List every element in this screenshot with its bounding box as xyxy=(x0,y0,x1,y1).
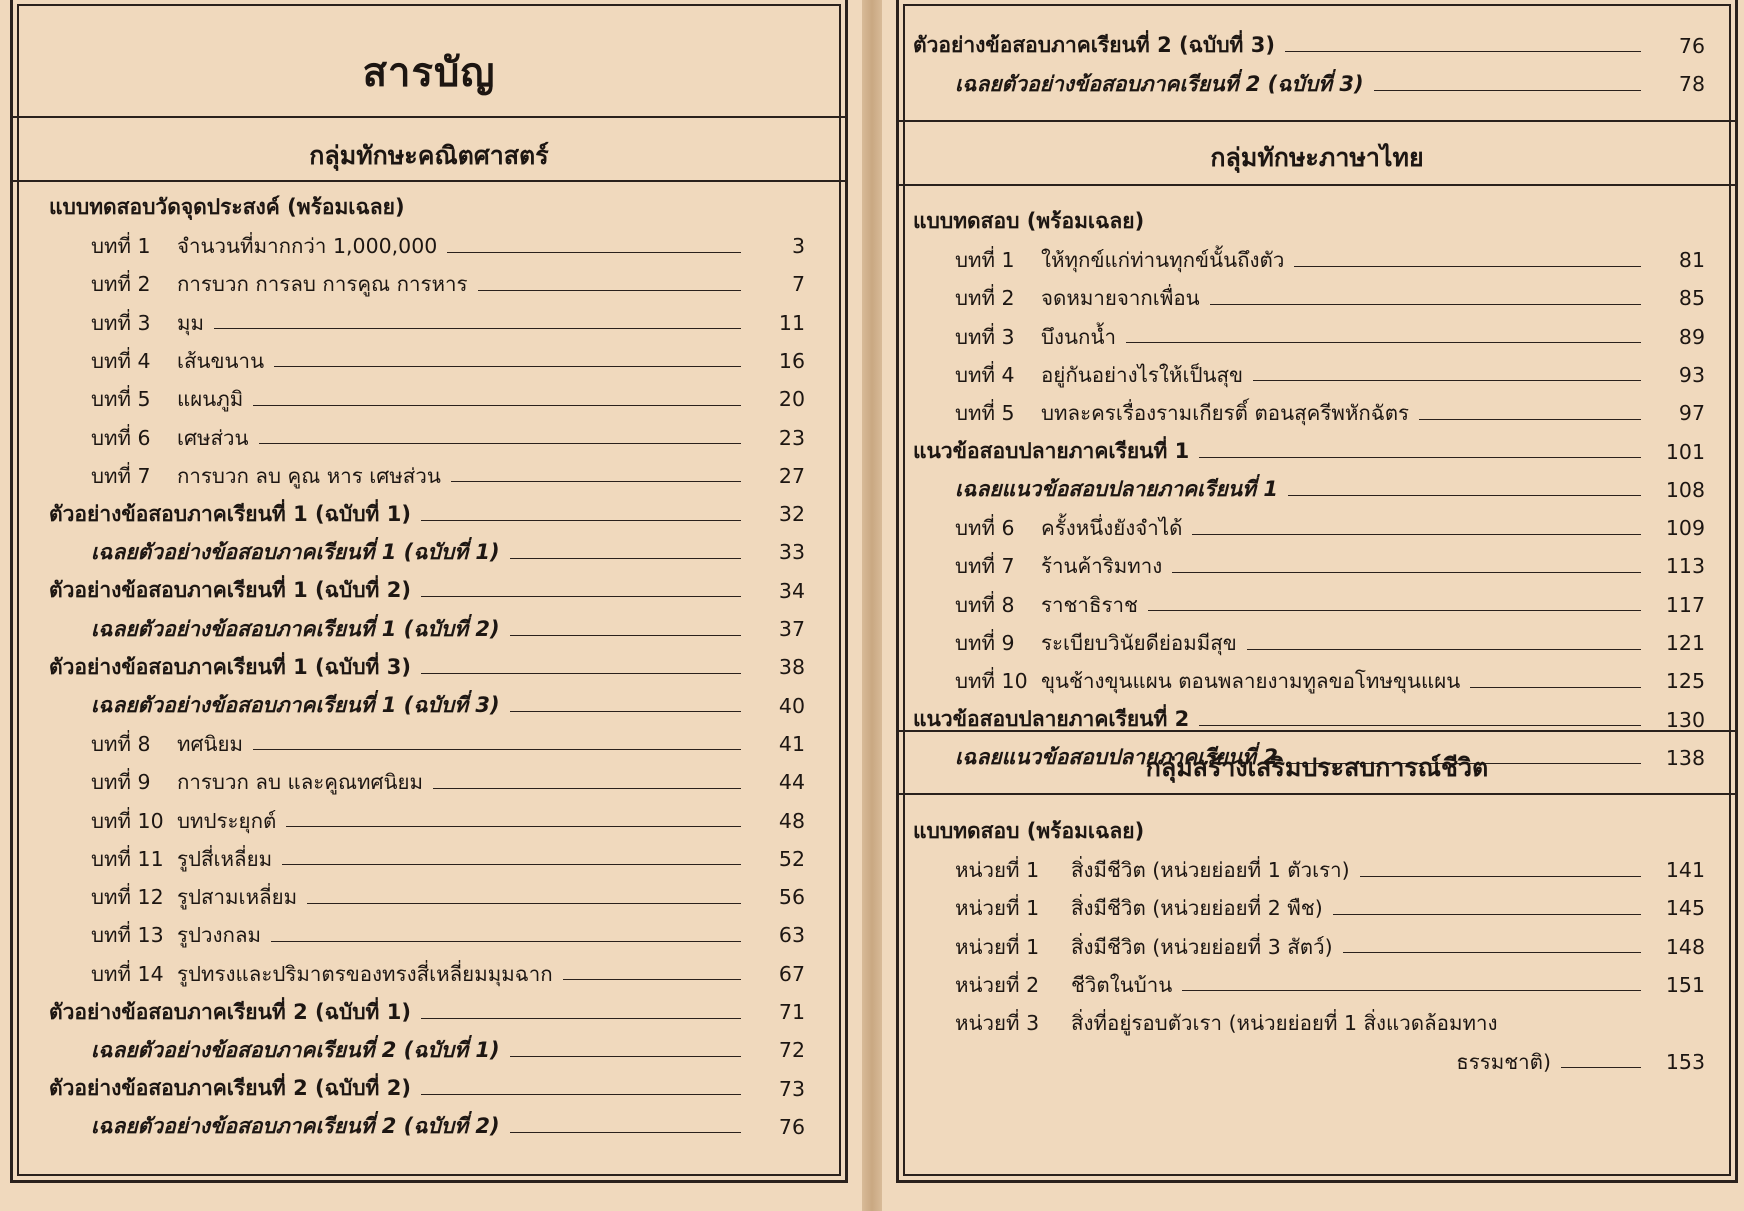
toc-page-number: 85 xyxy=(1678,286,1705,311)
toc-page-number: 145 xyxy=(1665,896,1705,921)
toc-leader-line xyxy=(253,405,741,406)
toc-entry-title: รูปทรงและปริมาตรของทรงสี่เหลี่ยมมุมฉาก xyxy=(177,961,553,986)
toc-leader-line xyxy=(1288,495,1641,496)
toc-entry-text: ตัวอย่างข้อสอบภาคเรียนที่ 2 (ฉบับที่ 3) xyxy=(913,33,1275,58)
toc-leader-line xyxy=(1199,457,1641,458)
toc-entry-text xyxy=(913,934,1333,964)
toc-leader-line xyxy=(259,443,741,444)
toc-entry-label: หน่วยที่ 2 xyxy=(955,972,1040,997)
toc-list-life xyxy=(899,810,1735,1078)
toc-entry-label: บทที่ 9 xyxy=(955,631,1015,656)
toc-entry-text xyxy=(913,898,1323,925)
toc-entry xyxy=(913,848,1705,886)
toc-entry-text xyxy=(913,592,1138,622)
toc-entry-title: สิ่งมีชีวิต (หน่วยย่อยที่ 2 พืช) xyxy=(1071,896,1323,921)
toc-entry xyxy=(49,186,805,224)
toc-leader-line xyxy=(1374,90,1641,91)
toc-entry-text xyxy=(913,1013,1498,1040)
toc-entry-title: ให้ทุกข์แก่ท่านทุกข์นั้นถึงตัว xyxy=(1041,248,1285,273)
toc-entry xyxy=(49,837,805,875)
toc-page-number: 71 xyxy=(778,1000,805,1025)
toc-entry xyxy=(49,607,805,645)
toc-entry-text xyxy=(913,633,1237,660)
toc-entry xyxy=(913,545,1705,583)
toc-entry-label: บทที่ 8 xyxy=(91,731,151,756)
toc-entry-label: บทที่ 1 xyxy=(955,248,1015,273)
toc-entry-label: บทที่ 7 xyxy=(91,463,151,488)
toc-entry xyxy=(913,925,1705,963)
toc-leader-line xyxy=(510,1132,741,1133)
toc-entry xyxy=(913,506,1705,544)
toc-entry-title: รูปสามเหลี่ยม xyxy=(177,885,298,910)
section-divider-life xyxy=(899,793,1735,795)
toc-page-number: 41 xyxy=(778,731,805,756)
toc-entry-title: การบวก การลบ การคูณ การหาร xyxy=(177,272,468,297)
toc-entry-text: แบบทดสอบวัดจุดประสงค์ (พร้อมเฉลย) xyxy=(49,195,405,220)
toc-leader-line xyxy=(214,328,741,329)
toc-entry xyxy=(913,1040,1705,1078)
toc-leader-line xyxy=(1247,649,1641,650)
toc-entry-label: บทที่ 2 xyxy=(91,272,151,297)
toc-page-number: 121 xyxy=(1665,631,1705,656)
toc-leader-line xyxy=(1126,342,1641,343)
title-divider xyxy=(13,116,845,118)
toc-leader-line xyxy=(421,673,741,674)
toc-entry xyxy=(913,315,1705,353)
toc-entry xyxy=(49,569,805,607)
toc-page-number: 148 xyxy=(1665,934,1705,959)
toc-entry-text xyxy=(49,425,249,455)
toc-entry-text: เฉลยตัวอย่างข้อสอบภาคเรียนที่ 1 (ฉบับที่ 2) xyxy=(91,616,500,641)
toc-entry-text: แนวข้อสอบปลายภาคเรียนที่ 2 xyxy=(913,707,1190,732)
toc-leader-line xyxy=(447,252,741,253)
toc-page-number: 97 xyxy=(1678,401,1705,426)
toc-page-number: 63 xyxy=(778,923,805,948)
toc-leader-line xyxy=(421,596,741,597)
toc-page-number: 3 xyxy=(791,234,805,259)
toc-entry-text xyxy=(913,250,1284,277)
toc-leader-line xyxy=(1210,304,1641,305)
section-divider-top-thai xyxy=(899,120,1735,122)
toc-entry-text: ตัวอย่างข้อสอบภาคเรียนที่ 1 (ฉบับที่ 2) xyxy=(49,578,411,603)
toc-page-number: 109 xyxy=(1665,516,1705,541)
book-gutter xyxy=(862,0,882,1211)
toc-entry-title: การบวก ลบ คูณ หาร เศษส่วน xyxy=(177,463,441,488)
toc-entry-text xyxy=(913,671,1460,698)
toc-entry-label: หน่วยที่ 1 xyxy=(955,896,1040,921)
toc-entry-title: สิ่งมีชีวิต (หน่วยย่อยที่ 3 สัตว์) xyxy=(1071,934,1333,959)
toc-leader-line xyxy=(282,864,741,865)
toc-entry-label: บทที่ 10 xyxy=(955,669,1028,694)
toc-entry-text: แบบทดสอบ (พร้อมเฉลย) xyxy=(913,819,1145,844)
toc-page-number: 151 xyxy=(1665,972,1705,997)
toc-page-number: 16 xyxy=(778,348,805,373)
toc-entry-text: ตัวอย่างข้อสอบภาคเรียนที่ 2 (ฉบับที่ 1) xyxy=(49,999,411,1024)
toc-entry-label: หน่วยที่ 3 xyxy=(955,1011,1040,1036)
toc-entry xyxy=(913,887,1705,925)
toc-page-number: 108 xyxy=(1665,477,1705,502)
toc-page-number: 73 xyxy=(778,1076,805,1101)
toc-page-number: 48 xyxy=(778,808,805,833)
toc-entry xyxy=(913,62,1705,100)
toc-leader-line xyxy=(1294,266,1641,267)
toc-page-number: 141 xyxy=(1665,858,1705,883)
toc-entry-title: ชีวิตในบ้าน xyxy=(1071,972,1173,997)
toc-entry-label: บทที่ 1 xyxy=(91,234,151,259)
toc-entry-label: บทที่ 2 xyxy=(955,286,1015,311)
toc-leader-line xyxy=(1148,610,1641,611)
toc-entry-title: รูปวงกลม xyxy=(177,923,262,948)
toc-leader-line xyxy=(1419,419,1641,420)
toc-entry-title: ระเบียบวินัยดีย่อมมีสุข xyxy=(1041,631,1237,656)
toc-entry-label: บทที่ 7 xyxy=(955,554,1015,579)
toc-entry-text xyxy=(49,731,244,761)
toc-entry-text: เฉลยตัวอย่างข้อสอบภาคเรียนที่ 2 (ฉบับที่ 3) xyxy=(955,71,1364,96)
toc-entry xyxy=(913,583,1705,621)
toc-list-thai xyxy=(899,200,1735,774)
toc-leader-line xyxy=(1192,534,1641,535)
toc-page-number: 117 xyxy=(1665,592,1705,617)
toc-entry-text xyxy=(49,348,265,378)
toc-entry-text xyxy=(49,389,243,416)
toc-page-number: 138 xyxy=(1665,745,1705,770)
toc-entry-label: บทที่ 13 xyxy=(91,923,164,948)
toc-leader-line xyxy=(433,788,741,789)
toc-entry-label: บทที่ 11 xyxy=(91,846,164,871)
toc-page-number: 67 xyxy=(778,961,805,986)
toc-page-number: 76 xyxy=(1678,33,1705,58)
toc-leader-line xyxy=(286,826,741,827)
toc-leader-line xyxy=(510,711,741,712)
toc-entry-label: บทที่ 5 xyxy=(91,387,151,412)
toc-entry-label: บทที่ 6 xyxy=(955,516,1015,541)
toc-page-number: 32 xyxy=(778,502,805,527)
toc-page-number: 78 xyxy=(1678,72,1705,97)
toc-entry xyxy=(913,353,1705,391)
toc-entry xyxy=(49,454,805,492)
toc-leader-line xyxy=(1182,990,1641,991)
left-page xyxy=(0,0,862,1211)
toc-leader-line xyxy=(1470,687,1641,688)
toc-entry-label: บทที่ 6 xyxy=(91,425,151,450)
toc-entry-text: ตัวอย่างข้อสอบภาคเรียนที่ 2 (ฉบับที่ 2) xyxy=(49,1076,411,1101)
toc-entry xyxy=(49,416,805,454)
toc-entry xyxy=(913,810,1705,848)
toc-entry-label: บทที่ 9 xyxy=(91,770,151,795)
section-divider-math xyxy=(13,180,845,182)
toc-entry-text xyxy=(49,887,297,914)
toc-entry-text xyxy=(913,860,1350,887)
toc-entry-title: มุม xyxy=(177,310,205,335)
toc-title: สารบัญ xyxy=(362,50,496,96)
toc-entry-text: แบบทดสอบ (พร้อมเฉลย) xyxy=(913,209,1145,234)
toc-leader-line xyxy=(271,941,741,942)
toc-entry-title: ทศนิยม xyxy=(177,731,244,756)
toc-entry-title: บทประยุกต์ xyxy=(177,808,277,833)
toc-entry-text: เฉลยตัวอย่างข้อสอบภาคเรียนที่ 2 (ฉบับที่ 2) xyxy=(91,1114,500,1139)
toc-page-number: 72 xyxy=(778,1038,805,1063)
toc-leader-line xyxy=(1360,876,1641,877)
toc-entry-title: รูปสี่เหลี่ยม xyxy=(177,846,273,871)
toc-page-number: 93 xyxy=(1678,362,1705,387)
toc-entry-title: อยู่กันอย่างไรให้เป็นสุข xyxy=(1041,362,1243,387)
toc-leader-line xyxy=(1253,380,1641,381)
toc-entry-text: แนวข้อสอบปลายภาคเรียนที่ 1 xyxy=(913,439,1190,464)
toc-entry-text xyxy=(49,846,273,876)
toc-entry xyxy=(913,430,1705,468)
toc-entry-text: เฉลยตัวอย่างข้อสอบภาคเรียนที่ 1 (ฉบับที่ 3) xyxy=(91,693,500,718)
toc-leader-line xyxy=(253,749,741,750)
toc-entry-text: ตัวอย่างข้อสอบภาคเรียนที่ 1 (ฉบับที่ 1) xyxy=(49,501,411,526)
toc-entry-text: เฉลยตัวอย่างข้อสอบภาคเรียนที่ 1 (ฉบับที่ 1) xyxy=(91,539,500,564)
section-heading-life: กลุ่มสร้างเสริมประสบการณ์ชีวิต xyxy=(1145,753,1489,782)
toc-page-number: 33 xyxy=(778,540,805,565)
toc-entry xyxy=(49,377,805,415)
toc-entry xyxy=(49,1029,805,1067)
toc-leader-line xyxy=(274,366,741,367)
toc-entry xyxy=(913,1001,1705,1039)
toc-leader-line xyxy=(1333,914,1641,915)
toc-page-number: 101 xyxy=(1665,439,1705,464)
toc-entry-text xyxy=(913,556,1162,583)
toc-entry-title: แผนภูมิ xyxy=(177,387,244,412)
toc-entry-text xyxy=(49,274,468,301)
toc-leader-line xyxy=(510,635,741,636)
toc-entry-text: เฉลยแนวข้อสอบปลายภาคเรียนที่ 1 xyxy=(955,477,1278,502)
toc-entry-text xyxy=(49,463,441,493)
toc-entry xyxy=(49,1105,805,1143)
toc-entry-title: จำนวนที่มากกว่า 1,000,000 xyxy=(177,234,438,259)
toc-entry xyxy=(49,531,805,569)
toc-entry xyxy=(49,339,805,377)
toc-entry-text: เฉลยแนวข้อสอบปลายภาคเรียนที่ 2 xyxy=(955,745,1278,770)
toc-entry-title: การบวก ลบ และคูณทศนิยม xyxy=(177,770,424,795)
toc-page-number: 38 xyxy=(778,655,805,680)
toc-entry xyxy=(49,263,805,301)
toc-entry-text xyxy=(913,972,1173,1002)
toc-entry-text xyxy=(913,403,1409,430)
toc-entry-title: ครั้งหนึ่งยังจำได้ xyxy=(1041,516,1183,541)
toc-entry xyxy=(49,224,805,262)
toc-page-number: 37 xyxy=(778,617,805,642)
toc-entry-text xyxy=(49,236,437,263)
toc-page-number: 40 xyxy=(778,693,805,718)
toc-entry-title: สิ่งที่อยู่รอบตัวเรา (หน่วยย่อยที่ 1 สิ่งแวดล้อมทาง xyxy=(1071,1011,1498,1036)
toc-leader-line xyxy=(563,979,741,980)
toc-leader-line xyxy=(307,903,741,904)
toc-leader-line xyxy=(510,558,741,559)
toc-leader-line xyxy=(1561,1067,1641,1068)
toc-entry-text xyxy=(49,925,261,952)
toc-page-number: 130 xyxy=(1665,707,1705,732)
toc-page-number: 113 xyxy=(1665,554,1705,579)
toc-entry xyxy=(49,799,805,837)
right-page-frame xyxy=(896,0,1738,1183)
toc-entry-text xyxy=(49,772,423,799)
toc-entry xyxy=(49,914,805,952)
toc-entry-label: บทที่ 4 xyxy=(91,348,151,373)
toc-entry xyxy=(49,684,805,722)
toc-entry-text xyxy=(913,362,1243,392)
toc-entry xyxy=(49,301,805,339)
toc-entry xyxy=(913,660,1705,698)
toc-entry xyxy=(913,468,1705,506)
toc-leader-line xyxy=(451,481,741,482)
right-page xyxy=(882,0,1744,1211)
toc-page-number: 153 xyxy=(1665,1049,1705,1074)
toc-leader-line xyxy=(478,290,741,291)
toc-entry-label: บทที่ 14 xyxy=(91,961,164,986)
left-page-frame xyxy=(10,0,848,1183)
toc-page-number: 81 xyxy=(1678,248,1705,273)
toc-entry-label: บทที่ 12 xyxy=(91,885,164,910)
toc-entry-title: ขุนช้างขุนแผน ตอนพลายงามทูลขอโทษขุนแผน xyxy=(1041,669,1461,694)
toc-leader-line xyxy=(1343,952,1641,953)
toc-leader-line xyxy=(421,1094,741,1095)
toc-entry xyxy=(49,875,805,913)
toc-leader-line xyxy=(1172,572,1641,573)
toc-page-number: 125 xyxy=(1665,669,1705,694)
toc-leader-line xyxy=(421,520,741,521)
section-heading-math: กลุ่มทักษะคณิตศาสตร์ xyxy=(309,141,549,170)
toc-entry xyxy=(913,238,1705,276)
toc-entry xyxy=(913,963,1705,1001)
toc-entry-label: บทที่ 10 xyxy=(91,808,164,833)
section-heading-thai: กลุ่มทักษะภาษาไทย xyxy=(1210,143,1424,172)
toc-entry-text xyxy=(913,518,1182,545)
toc-page-number: 56 xyxy=(778,885,805,910)
toc-entry-label: หน่วยที่ 1 xyxy=(955,934,1040,959)
toc-entry-label: บทที่ 4 xyxy=(955,362,1015,387)
toc-entry-text: ตัวอย่างข้อสอบภาคเรียนที่ 1 (ฉบับที่ 3) xyxy=(49,654,411,679)
toc-page-number: 89 xyxy=(1678,324,1705,349)
toc-leader-line xyxy=(1199,725,1641,726)
toc-entry xyxy=(49,952,805,990)
toc-entry-title: จดหมายจากเพื่อน xyxy=(1041,286,1200,311)
toc-page-number: 52 xyxy=(778,846,805,871)
toc-entry-title: ราชาธิราช xyxy=(1041,592,1138,617)
toc-entry-title: ร้านค้าริมทาง xyxy=(1041,554,1163,579)
toc-entry-text xyxy=(913,288,1200,315)
toc-entry-title: บึงนกน้ำ xyxy=(1041,324,1116,349)
toc-entry-label: บทที่ 8 xyxy=(955,592,1015,617)
toc-page-number: 23 xyxy=(778,425,805,450)
toc-entry-label: หน่วยที่ 1 xyxy=(955,858,1040,883)
toc-page-number: 27 xyxy=(778,463,805,488)
toc-entry-label: บทที่ 3 xyxy=(91,310,151,335)
toc-entry xyxy=(49,760,805,798)
toc-leader-line xyxy=(1285,51,1641,52)
section-divider-thai xyxy=(899,184,1735,186)
toc-entry-title: เส้นขนาน xyxy=(177,348,265,373)
toc-page-number: 76 xyxy=(778,1114,805,1139)
toc-leader-line xyxy=(421,1018,741,1019)
toc-list-math xyxy=(13,186,845,1143)
toc-entry xyxy=(913,277,1705,315)
toc-entry-title: เศษส่วน xyxy=(177,425,249,450)
toc-entry-label: บทที่ 3 xyxy=(955,324,1015,349)
toc-entry-text: เฉลยตัวอย่างข้อสอบภาคเรียนที่ 2 (ฉบับที่ 1) xyxy=(91,1037,500,1062)
toc-entry xyxy=(49,1067,805,1105)
toc-entry xyxy=(913,24,1705,62)
toc-entry-title: สิ่งมีชีวิต (หน่วยย่อยที่ 1 ตัวเรา) xyxy=(1071,858,1350,883)
toc-page-number: 20 xyxy=(778,387,805,412)
toc-entry-text xyxy=(913,324,1116,354)
toc-entry-text: ธรรมชาติ) xyxy=(1456,1049,1551,1074)
toc-entry xyxy=(913,200,1705,238)
toc-entry xyxy=(913,621,1705,659)
toc-entry-label: บทที่ 5 xyxy=(955,401,1015,426)
toc-page-number: 34 xyxy=(778,578,805,603)
toc-leader-line xyxy=(510,1056,741,1057)
toc-page-number: 11 xyxy=(778,310,805,335)
toc-entry xyxy=(49,722,805,760)
toc-entry-text xyxy=(49,310,205,340)
toc-list-math-continued xyxy=(899,24,1735,101)
toc-page-number: 7 xyxy=(791,272,805,297)
section-divider-top-life xyxy=(899,730,1735,732)
toc-entry-title: บทละครเรื่องรามเกียรติ์ ตอนสุครีพหักฉัตร xyxy=(1041,401,1410,426)
toc-page-number: 44 xyxy=(778,770,805,795)
toc-entry xyxy=(49,646,805,684)
toc-entry xyxy=(913,391,1705,429)
toc-entry xyxy=(49,492,805,530)
toc-entry xyxy=(49,990,805,1028)
toc-entry-text xyxy=(49,808,277,838)
toc-entry-text xyxy=(49,961,553,991)
